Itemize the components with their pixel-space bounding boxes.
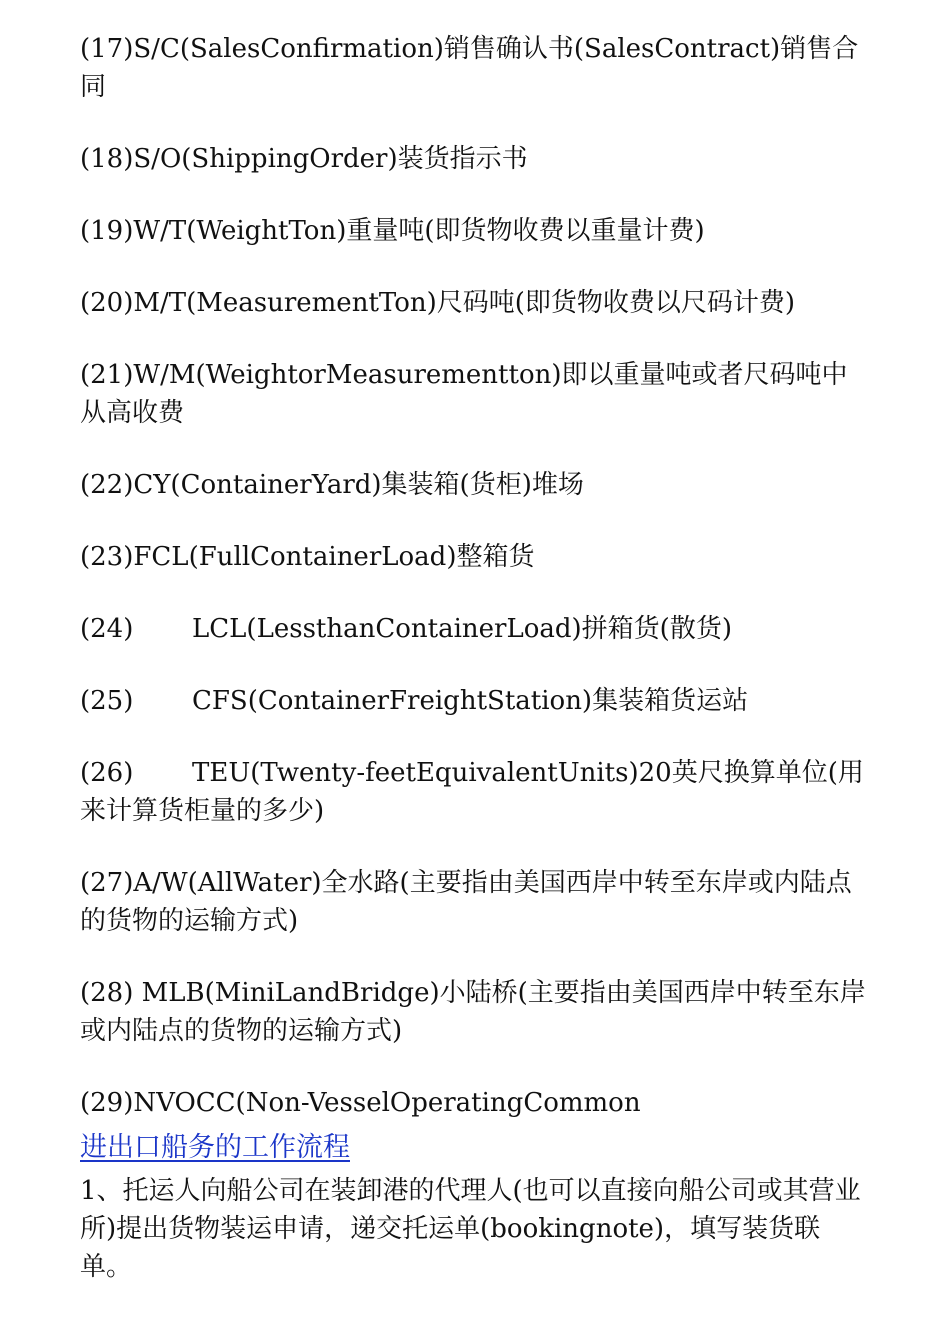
item-text: LCL(LessthanContainerLoad)拼箱货(散货): [192, 614, 732, 644]
item-text: CY(ContainerYard)集装箱(货柜)堆场: [133, 470, 584, 500]
item-text: A/W(AllWater)全水路(主要指由美国西岸中转至东岸或内陆点的货物的运输方式): [80, 868, 852, 936]
list-item: [80, 754, 870, 830]
list-item: [80, 610, 870, 648]
item-text: NVOCC(Non-VesselOperatingCommon: [133, 1088, 641, 1118]
list-item: [80, 356, 870, 432]
item-number: (25): [80, 686, 134, 716]
item-text: S/C(SalesConfirmation)销售确认书(SalesContract)销售合同: [80, 34, 859, 102]
item-text: W/M(WeightorMeasurementton)即以重量吨或者尺码吨中从高收费: [80, 360, 848, 428]
item-number: (26): [80, 758, 134, 788]
item-text: W/T(WeightTon)重量吨(即货物收费以重量计费): [133, 216, 705, 246]
list-item: [80, 212, 870, 250]
section-title-link[interactable]: 进出口船务的工作流程: [80, 1132, 350, 1163]
item-number: (20): [80, 288, 134, 318]
list-item: [80, 538, 870, 576]
list-item: [80, 284, 870, 322]
item-text: CFS(ContainerFreightStation)集装箱货运站: [192, 686, 749, 716]
item-number: (24): [80, 614, 134, 644]
list-item: [80, 864, 870, 940]
item-number: (23): [80, 542, 134, 572]
item-number: (29): [80, 1088, 134, 1118]
item-number: (21): [80, 360, 134, 390]
item-text: FCL(FullContainerLoad)整箱货: [133, 542, 535, 572]
item-text: MLB(MiniLandBridge)小陆桥(主要指由美国西岸中转至东岸或内陆点的货物的运输方式): [80, 978, 866, 1046]
item-number: (17): [80, 34, 134, 64]
list-item: [80, 1084, 870, 1122]
body-paragraph: 1、托运人向船公司在装卸港的代理人(也可以直接向船公司或其营业所)提出货物装运申请，递交托运单(bookingnote)，填写装货联单。: [80, 1176, 861, 1282]
item-number: (28): [80, 978, 134, 1008]
item-text: TEU(Twenty-feetEquivalentUnits)20英尺换算单位(用来计算货柜量的多少): [80, 758, 864, 826]
item-number: (18): [80, 144, 134, 174]
item-text: S/O(ShippingOrder)装货指示书: [133, 144, 528, 174]
list-item: [80, 466, 870, 504]
list-item: [80, 30, 870, 106]
item-text: M/T(MeasurementTon)尺码吨(即货物收费以尺码计费): [133, 288, 796, 318]
list-item: [80, 682, 870, 720]
list-item: [80, 974, 870, 1050]
item-number: (22): [80, 470, 134, 500]
list-item: [80, 140, 870, 178]
item-number: (27): [80, 868, 134, 898]
item-number: (19): [80, 216, 134, 246]
document-page: [80, 30, 870, 1286]
